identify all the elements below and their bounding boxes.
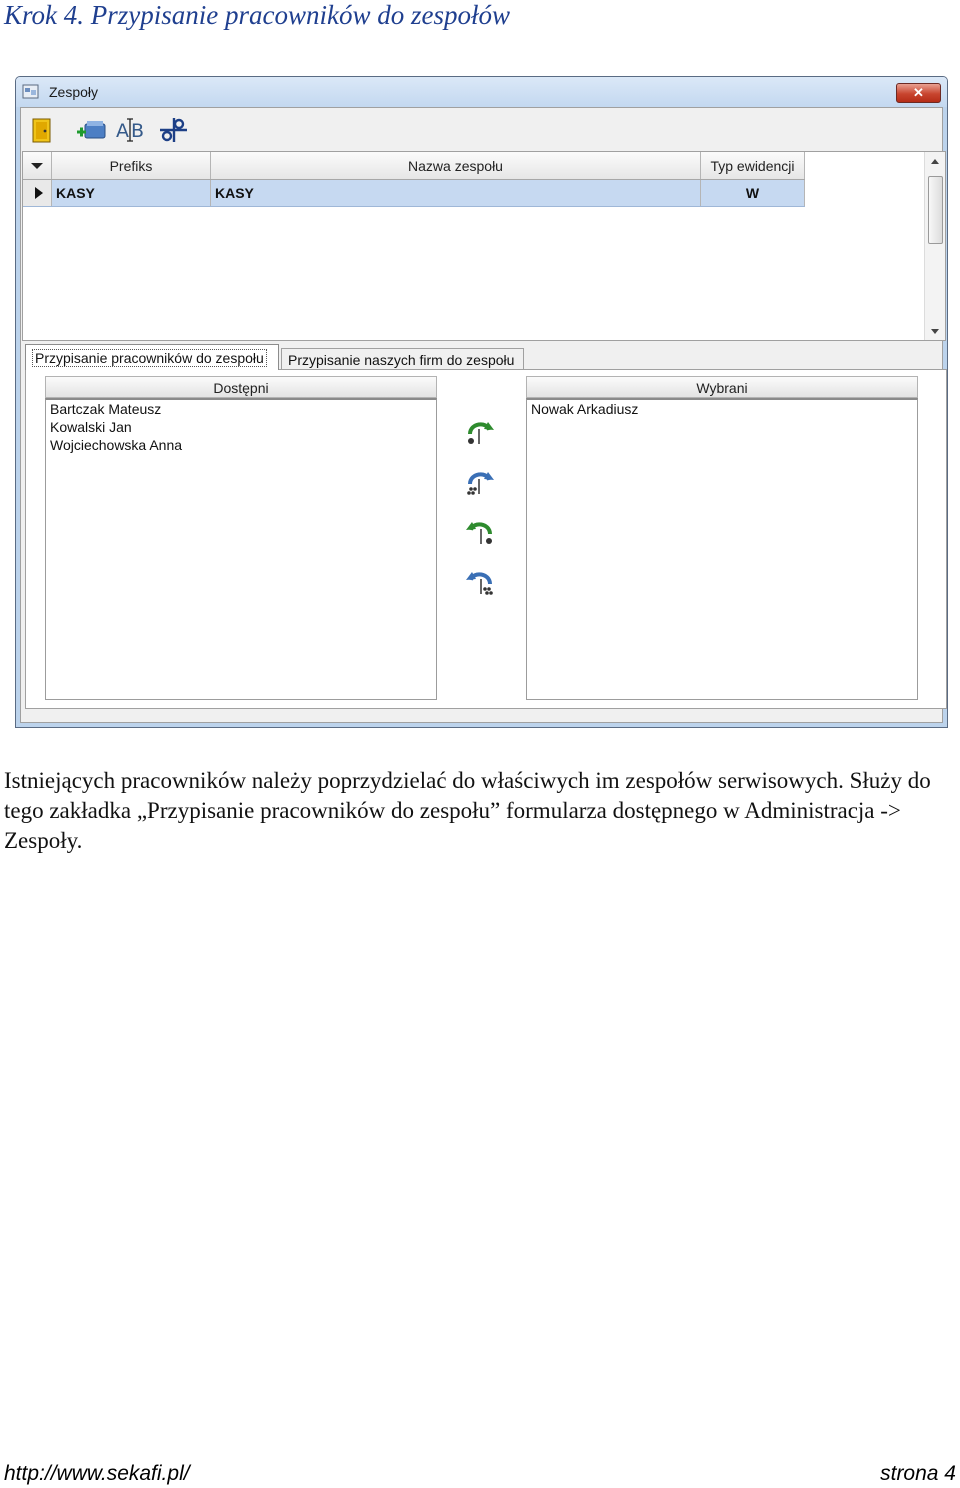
teams-grid bbox=[22, 151, 946, 341]
header-dropdown-icon[interactable] bbox=[23, 152, 52, 179]
cell-prefix: KASY bbox=[52, 180, 211, 206]
selected-header: Wybrani bbox=[526, 376, 918, 398]
table-row[interactable] bbox=[23, 180, 805, 207]
teams-window bbox=[15, 76, 948, 728]
toolbar bbox=[21, 108, 942, 150]
available-header: Dostępni bbox=[45, 376, 437, 398]
move-all-right-icon[interactable] bbox=[463, 464, 497, 498]
column-header-team-name[interactable]: Nazwa zespołu bbox=[211, 152, 701, 179]
svg-text:A: A bbox=[116, 120, 129, 142]
grid-scrollbar[interactable] bbox=[924, 152, 945, 340]
row-indicator-icon bbox=[23, 180, 52, 206]
window-title: Zespoły bbox=[49, 84, 99, 100]
column-header-record-type[interactable]: Typ ewidencji bbox=[701, 152, 805, 179]
scroll-up-icon[interactable] bbox=[925, 155, 945, 169]
tab-assign-companies[interactable] bbox=[281, 348, 524, 370]
add-team-icon[interactable] bbox=[75, 116, 107, 144]
scroll-down-icon[interactable] bbox=[925, 324, 945, 338]
window-client-area bbox=[20, 107, 943, 723]
tab-label: Przypisanie pracowników do zespołu bbox=[32, 349, 267, 367]
title-bar[interactable] bbox=[16, 77, 947, 107]
list-item[interactable]: Nowak Arkadiusz bbox=[531, 401, 639, 417]
rename-ab-icon[interactable] bbox=[115, 116, 149, 144]
scroll-thumb[interactable] bbox=[928, 176, 943, 244]
move-one-left-icon[interactable] bbox=[463, 514, 497, 548]
move-all-left-icon[interactable] bbox=[463, 564, 497, 598]
window-app-icon bbox=[22, 84, 39, 99]
description-paragraph: Istniejących pracowników należy poprzydzielać do właściwych im zespołów serwisowych. Służy do tego zakładka „Przypisanie pracowników do zespołu” formularza dostępnego w Administracja -> Zespoły. bbox=[4, 768, 931, 853]
tab-page-employees bbox=[25, 369, 947, 709]
footer-page-number: strona 4 bbox=[880, 1462, 956, 1485]
tab-assign-employees[interactable] bbox=[25, 344, 279, 370]
footer-url[interactable]: http://www.sekafi.pl/ bbox=[4, 1462, 190, 1485]
tab-label: Przypisanie naszych firm do zespołu bbox=[288, 352, 515, 368]
list-item[interactable]: Wojciechowska Anna bbox=[50, 437, 183, 453]
close-button[interactable]: ✕ bbox=[896, 83, 941, 103]
list-item[interactable]: Kowalski Jan bbox=[50, 419, 132, 435]
exit-door-icon[interactable] bbox=[29, 116, 55, 144]
grid-header bbox=[23, 152, 805, 180]
column-header-prefix[interactable]: Prefiks bbox=[52, 152, 211, 179]
cell-record-type: W bbox=[701, 180, 805, 206]
cell-team-name: KASY bbox=[211, 180, 701, 206]
scissors-icon[interactable] bbox=[157, 116, 191, 144]
svg-text:B: B bbox=[131, 120, 145, 142]
available-list[interactable] bbox=[45, 398, 437, 700]
move-one-right-icon[interactable] bbox=[463, 414, 497, 448]
selected-list[interactable] bbox=[526, 398, 918, 700]
page-heading: Krok 4. Przypisanie pracowników do zespołów bbox=[4, 0, 510, 30]
list-item[interactable]: Bartczak Mateusz bbox=[50, 401, 162, 417]
